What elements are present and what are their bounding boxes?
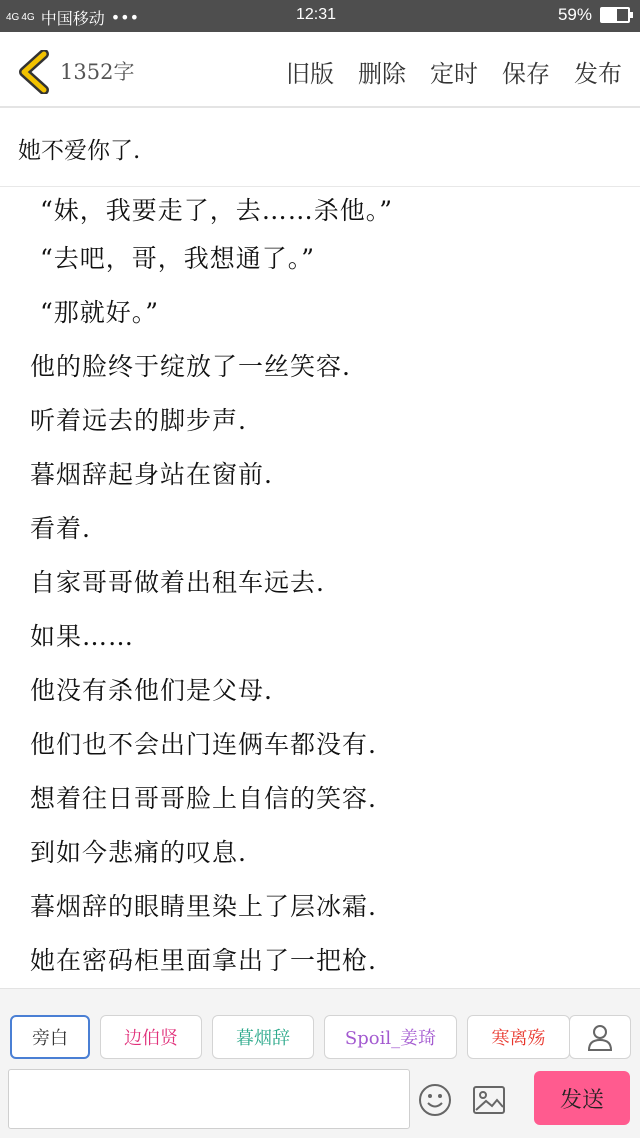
emoji-button[interactable] [418, 1083, 452, 1117]
message-input[interactable] [8, 1069, 410, 1129]
role-chip[interactable] [467, 1015, 570, 1059]
text-line: 暮烟辞的眼睛里染上了层冰霜. [30, 892, 377, 921]
text-line: 想着往日哥哥脸上自信的笑容. [30, 784, 377, 813]
carrier-name: 中国移动 [40, 9, 105, 28]
old-version-button[interactable]: 旧版 [286, 60, 334, 88]
text-line: 他们也不会出门连俩车都没有. [30, 730, 377, 759]
send-label: 发送 [559, 1087, 604, 1113]
role-chip[interactable] [100, 1015, 202, 1059]
smiley-icon [418, 1083, 452, 1117]
save-button[interactable]: 保存 [502, 60, 550, 88]
role-chip[interactable] [324, 1015, 457, 1059]
text-line: 她在密码柜里面拿出了一把枪. [30, 946, 377, 975]
text-line: “妹，我要走了，去……杀他。” [40, 196, 394, 225]
text-line: “那就好。” [40, 298, 160, 327]
status-bar [0, 0, 640, 32]
text-line: 看着. [30, 514, 91, 543]
role-label: Spoil_姜琦 [344, 1028, 437, 1049]
role-chip-narrator[interactable] [10, 1015, 90, 1059]
schedule-button[interactable]: 定时 [430, 60, 478, 88]
role-label: 旁白 [32, 1028, 68, 1049]
role-chip[interactable] [212, 1015, 314, 1059]
role-label: 边伯贤 [124, 1028, 178, 1049]
text-line: 暮烟辞起身站在窗前. [30, 460, 273, 489]
text-line: 他的脸终于绽放了一丝笑容. [30, 352, 351, 381]
document-body[interactable] [30, 186, 630, 1104]
signal-indicator [6, 13, 35, 23]
header-actions [286, 54, 622, 89]
document-title[interactable]: 她不爱你了. [18, 138, 141, 164]
text-line: 如果…… [30, 622, 135, 651]
text-line: 他没有杀他们是父母. [30, 676, 273, 705]
publish-button[interactable]: 发布 [574, 60, 622, 88]
delete-button[interactable]: 删除 [358, 60, 406, 88]
word-count: 1352字 [60, 60, 135, 84]
editor-header [0, 32, 640, 108]
text-line: 听着远去的脚步声. [30, 406, 247, 435]
send-button[interactable] [534, 1071, 630, 1125]
signal-label-b: 4G [21, 11, 35, 23]
add-role-button[interactable] [569, 1015, 631, 1059]
composer-panel [0, 988, 640, 1138]
battery-percent: 59% [557, 5, 592, 24]
signal-label-a: 4G [6, 11, 20, 23]
role-label: 暮烟辞 [236, 1028, 290, 1049]
text-line: 自家哥哥做着出租车远去. [30, 568, 325, 597]
back-button[interactable] [16, 50, 52, 94]
image-icon [472, 1084, 506, 1116]
role-label: 寒离殇 [491, 1028, 546, 1049]
clock: 12:31 [296, 6, 337, 23]
chevron-left-icon [16, 50, 52, 94]
text-line: 到如今悲痛的叹息. [30, 838, 247, 867]
battery-icon [600, 7, 630, 23]
image-button[interactable] [472, 1084, 506, 1118]
more-indicator: ••• [110, 8, 140, 27]
role-selector [10, 1015, 570, 1059]
battery-fill [602, 9, 617, 21]
text-line: “去吧，哥，我想通了。” [40, 244, 316, 273]
user-icon [587, 1023, 613, 1051]
